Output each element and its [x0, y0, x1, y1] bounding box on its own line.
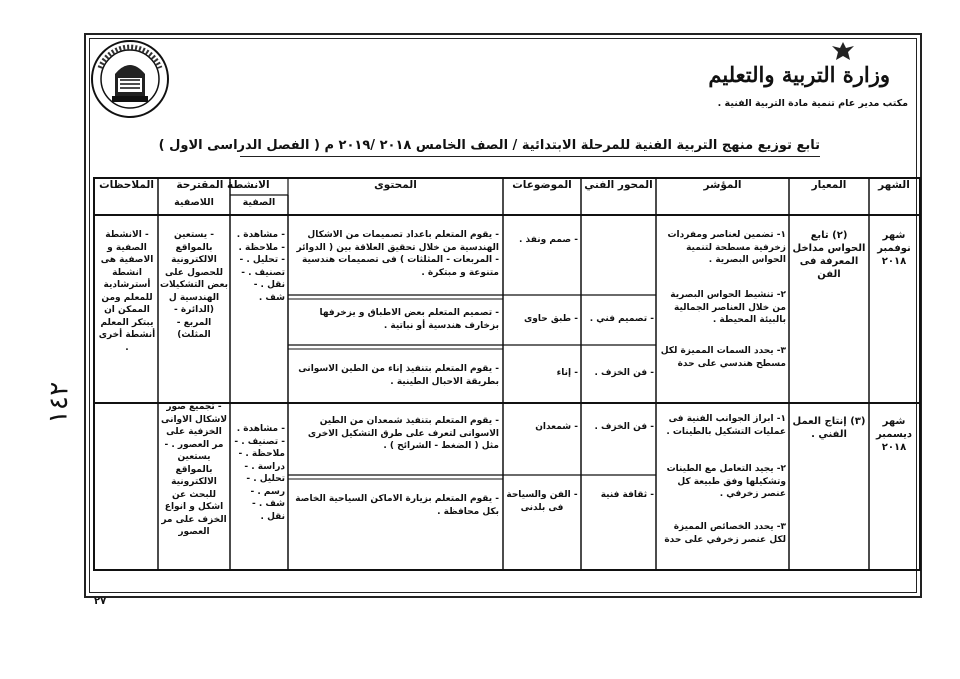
curriculum-table — [93, 177, 921, 571]
section1-content-2: - تصميم المتعلم بعض الاطباق و يزخرفها بزخارف هندسية أو نباتية . — [319, 308, 499, 331]
section2-topic-2: - الفن والسياحة فى بلدنى — [506, 490, 578, 513]
section1-indicator-3: ٣- يحدد السمات المميزة لكل مسطح هندسي على حدة — [660, 346, 786, 369]
section2-extra: - تجميع صور لاشكال الاوانى الخزفية على مر العصور . - يستعين بالمواقع الالكترونية للبحث عن اشكل و انواع الخزف على مر العصور — [160, 402, 228, 537]
document-title: تابع توزيع منهج التربية الفنية للمرحلة الابتدائية / الصف الخامس ٢٠١٨ /٢٠١٩ م ( الفصل الدراسى الاول ) — [240, 138, 820, 157]
header-topics: الموضوعات — [512, 179, 572, 191]
section1-standard: (٢) تابع الحواس مداخل المعرفة فى الفن — [792, 230, 866, 280]
header-extra: اللاصفية — [174, 197, 214, 208]
section1-axis-2: - تصميم فني . — [589, 314, 654, 324]
section1-topic-1: - صمم ونفذ . — [519, 235, 578, 245]
section1-axis-3: - فن الخزف . — [594, 368, 654, 378]
section1-extra: - يستعين بالمواقع الالكترونية للحصول على بعض التشكيلات الهندسية ل (الدائرة - المربع - المثلث) — [160, 230, 228, 340]
section1-content-3: - يقوم المتعلم بتنفيذ إناء من الطين الاسوانى بطريقة الاحبال الطينية . — [298, 364, 499, 387]
handwritten-margin-number: ١٤٢ — [43, 381, 75, 425]
header-notes: الملاحظات — [99, 179, 154, 191]
section2-indicator-1: ١- ابراز الجوانب الفنية فى عمليات التشكيل بالطينات . — [666, 414, 786, 437]
section2-month: شهر ديسمبر ٢٠١٨ — [875, 416, 913, 453]
section2-indicator-2: ٢- يجيد التعامل مع الطينات وتشكيلها وفق طبيعة كل عنصر زخرفي . — [666, 464, 786, 499]
ministry-name: وزارة التربية والتعليم — [708, 62, 890, 87]
header-standard: المعيار — [811, 179, 847, 191]
section2-axis-1: - فن الخزف . — [594, 422, 654, 432]
header-activities: الانشطة المقترحة — [176, 179, 270, 191]
section1-topic-3: - إناء — [556, 368, 578, 378]
section2-content-2: - يقوم المتعلم بزيارة الاماكن السياحية الخاصة بكل محافظة . — [295, 494, 499, 517]
office-name: مكتب مدير عام تنمية مادة التربية الفنية . — [717, 98, 908, 109]
directorate-emblem-icon — [90, 38, 170, 120]
section1-classroom: - مشاهدة . - ملاحظة . - تحليل . - تصنيف . - نقل . - شف . — [236, 230, 285, 303]
header-content: المحتوى — [374, 179, 417, 191]
section1-indicator-2: ٢- تنشيط الحواس البصرية من خلال العناصر الجمالية بالبيئة المحيطة . — [670, 290, 786, 325]
header-axis: المحور الفني — [584, 179, 653, 191]
section2-axis-2: - ثقافة فنية — [600, 490, 654, 500]
section1-topic-2: - طبق حاوى — [524, 314, 578, 324]
section1-content-1: - يقوم المتعلم باعداد تصميمات من الاشكال الهندسية من خلال تحقيق العلاقة بين ( الدوائر - المربعات - المثلثات ) فى تصميمات هندسية متنوعة و مبتكرة . — [296, 230, 499, 278]
section1-indicator-1: ١- تضمين لعناصر ومفردات زخرفية مسطحة لتنمية الحواس البصرية . — [667, 230, 786, 265]
section2-topic-1: - شمعدان — [535, 422, 578, 432]
header-classroom: الصفية — [242, 197, 276, 208]
eagle-icon — [830, 40, 856, 62]
section2-classroom: - مشاهدة . - تصنيف . - ملاحظة . - دراسة . - تحليل . - رسم . - شف . - نقل . — [234, 424, 285, 522]
notes: - الانشطة الصفية و الاصفية هى انشطة أسترشادية للمعلم ومن الممكن ان يبتكر المعلم أنشطة أخرى . — [98, 230, 156, 353]
page-number: ٢٧ — [94, 596, 107, 607]
section2-standard: (٣) إنتاج العمل الفني . — [792, 416, 866, 440]
section2-content-1: - يقوم المتعلم بتنفيذ شمعدان من الطين الاسوانى لتعرف على طرق التشكيل الاخرى مثل ( الضغط - الشرائح ) . — [307, 416, 499, 451]
section1-month: شهر نوفمبر ٢٠١٨ — [877, 230, 911, 267]
header-indicator: المؤشر — [703, 179, 742, 191]
section2-indicator-3: ٣- يحدد الخصائص المميزة لكل عنصر زخرفي على حدة — [664, 522, 786, 545]
header-month: الشهر — [878, 179, 910, 191]
